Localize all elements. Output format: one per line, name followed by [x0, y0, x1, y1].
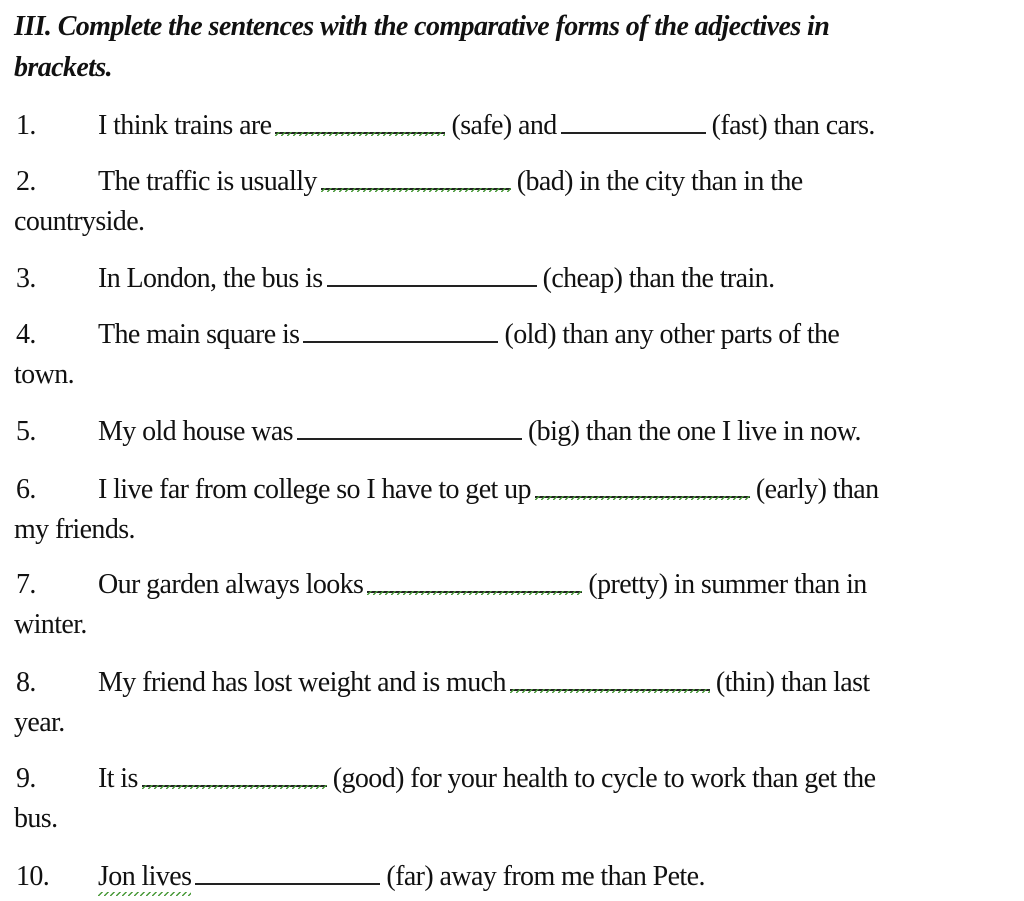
exercise-item-2 [14, 166, 1014, 246]
exercise-item-5 [14, 416, 1014, 456]
sentence-start: My friend has lost weight and is much [98, 667, 506, 698]
answer-blank[interactable] [535, 474, 750, 498]
sentence-end: (big) than the one I live in now. [527, 416, 861, 447]
sentence-middle: (safe) and [451, 110, 557, 141]
exercise-item-9 [14, 763, 1014, 843]
sentence-end: (early) than [755, 474, 879, 505]
item-number: 9. [16, 763, 36, 794]
answer-blank[interactable] [510, 667, 710, 691]
sentence-end: (bad) in the city than in the [516, 166, 803, 197]
sentence-continuation: year. [14, 707, 65, 738]
item-number: 7. [16, 569, 36, 600]
sentence-continuation: town. [14, 359, 75, 390]
sentence-end: (cheap) than the train. [542, 263, 775, 294]
sentence-start: The main square is [98, 319, 300, 350]
sentence-continuation: bus. [14, 803, 58, 834]
answer-blank[interactable] [142, 763, 327, 787]
sentence-start: The traffic is usually [98, 166, 317, 197]
item-number: 2. [16, 166, 36, 197]
exercise-item-8 [14, 667, 1014, 747]
sentence-end: (pretty) in summer than in [588, 569, 867, 600]
item-number: 6. [16, 474, 36, 505]
answer-blank[interactable] [367, 569, 582, 593]
sentence-start: In London, the bus is [98, 263, 323, 294]
exercise-heading [14, 6, 1014, 88]
sentence-end: (thin) than last [715, 667, 870, 698]
item-number: 5. [16, 416, 36, 447]
sentence-end: (far) away from me than Pete. [386, 861, 705, 892]
answer-blank[interactable] [195, 861, 380, 885]
answer-blank-2[interactable] [561, 110, 706, 134]
sentence-start: I live far from college so I have to get up [98, 474, 531, 505]
sentence-start: My old house was [98, 416, 293, 447]
exercise-item-6 [14, 474, 1014, 554]
exercise-item-7 [14, 569, 1014, 649]
sentence-start: Jon lives [98, 861, 192, 892]
sentence-continuation: my friends. [14, 514, 135, 545]
sentence-start: Our garden always looks [98, 569, 364, 600]
item-number: 8. [16, 667, 36, 698]
sentence-end: (fast) than cars. [711, 110, 875, 141]
answer-blank[interactable] [327, 263, 537, 287]
sentence-continuation: countryside. [14, 206, 145, 237]
sentence-end: (old) than any other parts of the [504, 319, 840, 350]
answer-blank[interactable] [303, 319, 498, 343]
exercise-item-3 [14, 263, 1014, 303]
heading-line-1: III. Complete the sentences with the comparative forms of the adjectives in [14, 11, 830, 42]
item-number: 1. [16, 110, 36, 141]
sentence-continuation: winter. [14, 609, 87, 640]
answer-blank[interactable] [321, 166, 511, 190]
sentence-start: It is [98, 763, 138, 794]
heading-line-2: brackets. [14, 52, 113, 83]
exercise-item-10 [14, 861, 1014, 901]
item-number: 3. [16, 263, 36, 294]
item-number: 10. [16, 861, 50, 892]
item-number: 4. [16, 319, 36, 350]
sentence-end: (good) for your health to cycle to work than get the [332, 763, 876, 794]
exercise-item-1 [14, 110, 1014, 150]
answer-blank[interactable] [297, 416, 522, 440]
answer-blank[interactable] [275, 110, 445, 134]
sentence-start: I think trains are [98, 110, 272, 141]
exercise-item-4 [14, 319, 1014, 399]
